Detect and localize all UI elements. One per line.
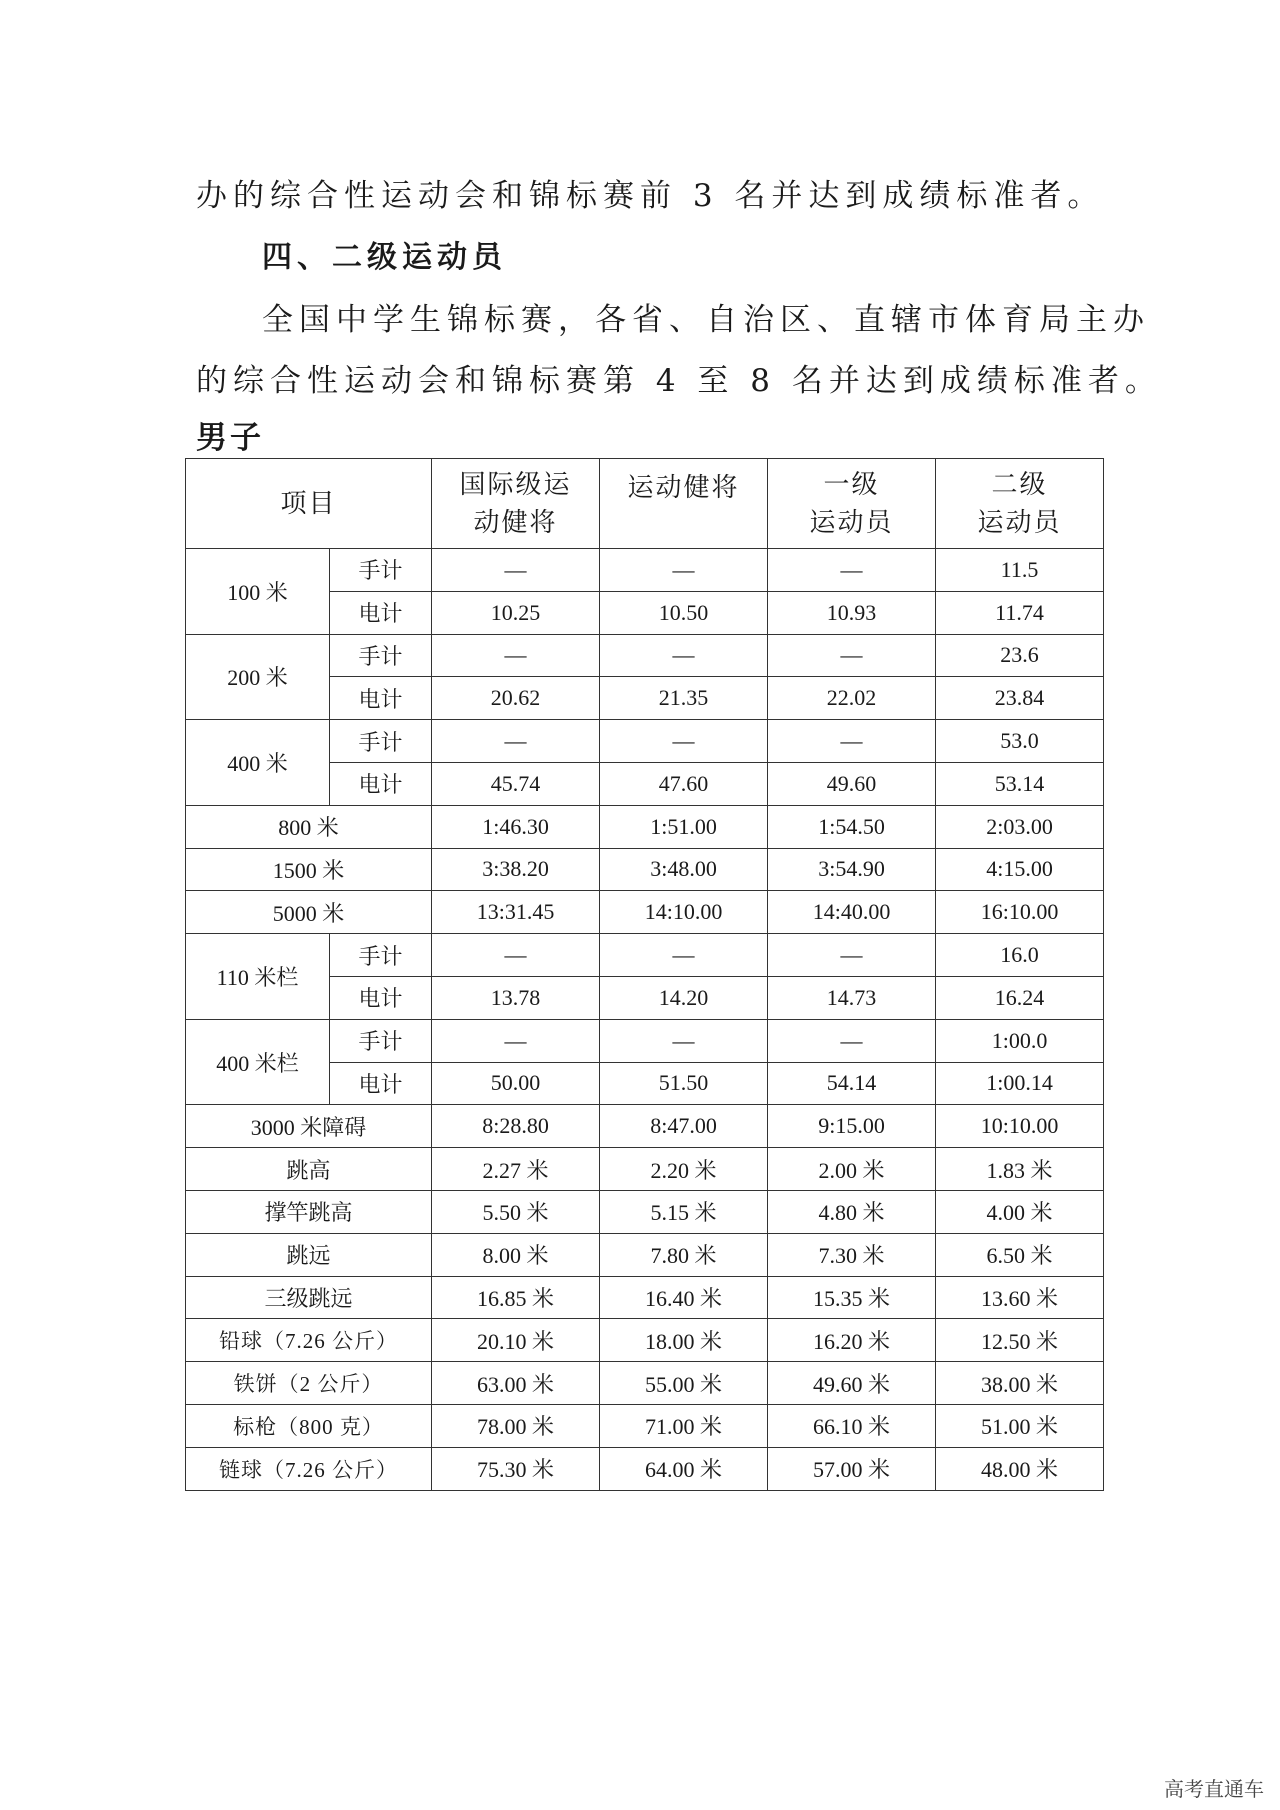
timing-label: 电计	[330, 591, 432, 634]
event-name: 1500 米	[186, 848, 432, 891]
value-cell: —	[432, 720, 600, 763]
event-name: 5000 米	[186, 891, 432, 934]
value-cell: 1.83 米	[936, 1148, 1104, 1191]
timing-label: 电计	[330, 762, 432, 805]
value-cell: 55.00 米	[600, 1362, 768, 1405]
event-name: 800 米	[186, 805, 432, 848]
event-name: 3000 米障碍	[186, 1105, 432, 1148]
value-cell: 12.50 米	[936, 1319, 1104, 1362]
value-cell: 16.0	[936, 934, 1104, 977]
timing-label: 电计	[330, 976, 432, 1019]
event-name: 400 米	[186, 720, 330, 806]
value-cell: 49.60	[768, 762, 936, 805]
value-cell: 1:46.30	[432, 805, 600, 848]
value-cell: 13:31.45	[432, 891, 600, 934]
event-name: 链球（7.26 公斤）	[186, 1447, 432, 1490]
value-cell: 15.35 米	[768, 1276, 936, 1319]
value-cell: 7.30 米	[768, 1233, 936, 1276]
value-cell: 5.15 米	[600, 1190, 768, 1233]
event-name: 三级跳远	[186, 1276, 432, 1319]
timing-label: 手计	[330, 934, 432, 977]
paragraph-line-1: 办的综合性运动会和锦标赛前 3 名并达到成绩标准者。	[196, 178, 1105, 214]
value-cell: —	[768, 934, 936, 977]
value-cell: 14:40.00	[768, 891, 936, 934]
value-cell: 47.60	[600, 762, 768, 805]
table-row	[186, 1148, 1104, 1191]
value-cell: —	[600, 720, 768, 763]
header-international-master: 国际级运 动健将	[432, 459, 600, 549]
value-cell: 16.24	[936, 976, 1104, 1019]
value-cell: 16:10.00	[936, 891, 1104, 934]
section-label-men: 男子	[196, 420, 264, 456]
table-row	[186, 805, 1104, 848]
value-cell: —	[432, 549, 600, 592]
value-cell: 8.00 米	[432, 1233, 600, 1276]
value-cell: 75.30 米	[432, 1447, 600, 1490]
value-cell: 21.35	[600, 677, 768, 720]
table-row	[186, 1447, 1104, 1490]
value-cell: 13.78	[432, 976, 600, 1019]
value-cell: 5.50 米	[432, 1190, 600, 1233]
header-first-class: 一级 运动员	[768, 459, 936, 549]
value-cell: 53.0	[936, 720, 1104, 763]
value-cell: 11.5	[936, 549, 1104, 592]
value-cell: 63.00 米	[432, 1362, 600, 1405]
value-cell: 1:00.0	[936, 1019, 1104, 1062]
value-cell: 4.80 米	[768, 1190, 936, 1233]
event-name: 110 米栏	[186, 934, 330, 1020]
timing-label: 手计	[330, 634, 432, 677]
table-header-row	[186, 459, 1104, 549]
value-cell: 2.00 米	[768, 1148, 936, 1191]
value-cell: 3:54.90	[768, 848, 936, 891]
value-cell: 51.00 米	[936, 1404, 1104, 1447]
table-row	[186, 1105, 1104, 1148]
value-cell: 8:47.00	[600, 1105, 768, 1148]
value-cell: 2:03.00	[936, 805, 1104, 848]
value-cell: —	[768, 634, 936, 677]
value-cell: 18.00 米	[600, 1319, 768, 1362]
value-cell: 57.00 米	[768, 1447, 936, 1490]
value-cell: 14.73	[768, 976, 936, 1019]
value-cell: 20.62	[432, 677, 600, 720]
table-row	[186, 634, 1104, 677]
table-row	[186, 1319, 1104, 1362]
header-item: 项目	[186, 459, 432, 549]
value-cell: —	[600, 934, 768, 977]
table-row	[186, 1404, 1104, 1447]
table-row	[186, 1276, 1104, 1319]
table-row	[186, 1190, 1104, 1233]
value-cell: 71.00 米	[600, 1404, 768, 1447]
value-cell: 38.00 米	[936, 1362, 1104, 1405]
value-cell: 54.14	[768, 1062, 936, 1105]
value-cell: —	[768, 720, 936, 763]
value-cell: 16.85 米	[432, 1276, 600, 1319]
value-cell: 45.74	[432, 762, 600, 805]
table-row	[186, 1362, 1104, 1405]
value-cell: 64.00 米	[600, 1447, 768, 1490]
value-cell: 3:48.00	[600, 848, 768, 891]
watermark-text: 高考直通车	[1164, 1777, 1264, 1801]
value-cell: 4:15.00	[936, 848, 1104, 891]
event-name: 200 米	[186, 634, 330, 720]
value-cell: —	[600, 1019, 768, 1062]
value-cell: 22.02	[768, 677, 936, 720]
value-cell: 2.20 米	[600, 1148, 768, 1191]
section-heading: 四、二级运动员	[262, 240, 507, 275]
value-cell: 7.80 米	[600, 1233, 768, 1276]
value-cell: —	[432, 934, 600, 977]
table-row	[186, 934, 1104, 977]
value-cell: 16.40 米	[600, 1276, 768, 1319]
table-row	[186, 720, 1104, 763]
value-cell: 78.00 米	[432, 1404, 600, 1447]
value-cell: 3:38.20	[432, 848, 600, 891]
value-cell: 13.60 米	[936, 1276, 1104, 1319]
value-cell: 10.50	[600, 591, 768, 634]
event-name: 400 米栏	[186, 1019, 330, 1105]
event-name: 撑竿跳高	[186, 1190, 432, 1233]
value-cell: 66.10 米	[768, 1404, 936, 1447]
timing-label: 手计	[330, 549, 432, 592]
value-cell: 2.27 米	[432, 1148, 600, 1191]
table-row	[186, 848, 1104, 891]
value-cell: —	[432, 634, 600, 677]
value-cell: 1:00.14	[936, 1062, 1104, 1105]
value-cell: 23.6	[936, 634, 1104, 677]
header-second-class: 二级 运动员	[936, 459, 1104, 549]
value-cell: 16.20 米	[768, 1319, 936, 1362]
value-cell: 48.00 米	[936, 1447, 1104, 1490]
event-name: 铅球（7.26 公斤）	[186, 1319, 432, 1362]
value-cell: 51.50	[600, 1062, 768, 1105]
value-cell: —	[432, 1019, 600, 1062]
table-row	[186, 1233, 1104, 1276]
value-cell: 14:10.00	[600, 891, 768, 934]
value-cell: 50.00	[432, 1062, 600, 1105]
timing-label: 手计	[330, 1019, 432, 1062]
value-cell: 4.00 米	[936, 1190, 1104, 1233]
timing-label: 电计	[330, 677, 432, 720]
value-cell: 53.14	[936, 762, 1104, 805]
value-cell: 10.25	[432, 591, 600, 634]
event-name: 100 米	[186, 549, 330, 635]
value-cell: 11.74	[936, 591, 1104, 634]
event-name: 跳远	[186, 1233, 432, 1276]
table-row	[186, 891, 1104, 934]
value-cell: 8:28.80	[432, 1105, 600, 1148]
event-name: 标枪（800 克）	[186, 1404, 432, 1447]
timing-label: 电计	[330, 1062, 432, 1105]
value-cell: 49.60 米	[768, 1362, 936, 1405]
value-cell: —	[768, 1019, 936, 1062]
standards-table	[185, 458, 1104, 1491]
event-name: 铁饼（2 公斤）	[186, 1362, 432, 1405]
paragraph-line-2: 全国中学生锦标赛，各省、自治区、直辖市体育局主办	[262, 302, 1150, 338]
table-row	[186, 1019, 1104, 1062]
value-cell: 6.50 米	[936, 1233, 1104, 1276]
value-cell: 9:15.00	[768, 1105, 936, 1148]
value-cell: —	[768, 549, 936, 592]
timing-label: 手计	[330, 720, 432, 763]
value-cell: 14.20	[600, 976, 768, 1019]
value-cell: 10:10.00	[936, 1105, 1104, 1148]
header-master: 运动健将	[600, 459, 768, 549]
value-cell: 23.84	[936, 677, 1104, 720]
event-name: 跳高	[186, 1148, 432, 1191]
value-cell: 1:51.00	[600, 805, 768, 848]
value-cell: —	[600, 634, 768, 677]
paragraph-line-3: 的综合性运动会和锦标赛第 4 至 8 名并达到成绩标准者。	[196, 363, 1162, 399]
value-cell: —	[600, 549, 768, 592]
value-cell: 20.10 米	[432, 1319, 600, 1362]
value-cell: 1:54.50	[768, 805, 936, 848]
value-cell: 10.93	[768, 591, 936, 634]
table-row	[186, 549, 1104, 592]
